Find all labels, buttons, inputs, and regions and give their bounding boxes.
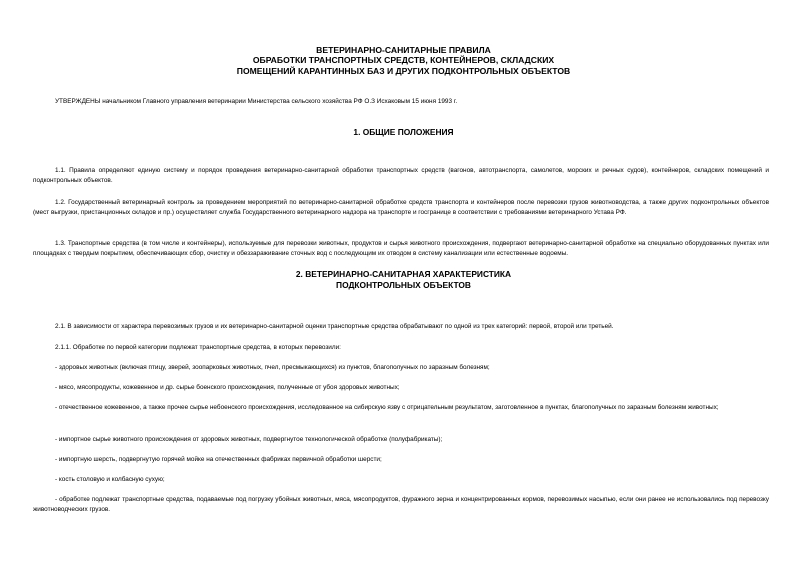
- document-title-line-3: ПОМЕЩЕНИЙ КАРАНТИННЫХ БАЗ И ДРУГИХ ПОДКОНТРОЛЬНЫХ ОБЪЕКТОВ: [236, 66, 571, 76]
- list-item: - импортное сырье животного происхождения от здоровых животных, подвергнутое технологической обработке (полуфабрикаты);: [55, 436, 443, 443]
- list-item: - кость столовую и колбасную сухую;: [55, 476, 165, 483]
- approval-note: УТВЕРЖДЕНЫ начальником Главного управления ветеринарии Министерства сельского хозяйства РФ О.З Исхаковым 15 июня 1993 г.: [55, 98, 458, 105]
- list-item: - здоровых животных (включая птицу, зверей, зоопарковых животных, пчел, пресмыкающихся) из пунктов, благополучных по заразным болезням;: [55, 364, 490, 371]
- section-2-heading-line-1: 2. ВЕТЕРИНАРНО-САНИТАРНАЯ ХАРАКТЕРИСТИКА: [295, 269, 512, 279]
- list-item: - отечественное кожевенное, а также прочее сырье небоенского происхождения, исследованное на сибирскую язву с отрицательным результатом, заготовленное в пунктах, благополучных по заразным болезням животных;: [55, 404, 719, 411]
- document-title-line-1: ВЕТЕРИНАРНО-САНИТАРНЫЕ ПРАВИЛА: [316, 45, 491, 55]
- section-2-heading-line-2: ПОДКОНТРОЛЬНЫХ ОБЪЕКТОВ: [336, 280, 471, 290]
- paragraph-1-3: 1.3. Транспортные средства (в том числе и контейнеры), используемые для перевозки животных, продуктов и сырья животного происхождения, подвергают ветеринарно-санитарной обработке на специально оборудованных пунктах или площадках с твердым покрытием, обеспечивающих сбор, очистку и обеззараживание сточных вод с последующим их отводом в систему канализации или естественные водоемы.: [33, 240, 769, 257]
- paragraph-2-1: 2.1. В зависимости от характера перевозимых грузов и их ветеринарно-санитарной оценки транспортные средства обрабатывают по одной из трех категорий: первой, второй или третьей.: [55, 323, 614, 330]
- paragraph-1-1: 1.1. Правила определяют единую систему и порядок проведения ветеринарно-санитарной обработки транспортных средств (вагонов, автотранспорта, самолетов, морских и речных судов), контейнеров, складских помещений и подконтрольных объектов.: [33, 167, 769, 184]
- list-item: - импортную шерсть, подвергнутую горячей мойке на отечественных фабриках первичной обработки шерсти;: [55, 456, 382, 463]
- list-item: - обработке подлежат транспортные средства, подаваемые под погрузку убойных животных, мяса, мясопродуктов, фуражного зерна и концентрированных кормов, перевозимых насыпью, если они ранее не использовались под перевозку животноводческих грузов.: [33, 496, 769, 513]
- paragraph-1-2: 1.2. Государственный ветеринарный контроль за проведением мероприятий по ветеринарно-санитарной обработке средств транспорта и контейнеров после перевозки грузов животноводства, а также других подконтрольных объектов (мест выгрузки, пристанционных складов и пр.) осуществляет служба Государственного ветеринарного надзора на транспорте и госгранице в соответствии с требованиями ветеринарного Устава РФ.: [33, 199, 769, 216]
- section-1-heading: 1. ОБЩИЕ ПОЛОЖЕНИЯ: [353, 127, 454, 137]
- list-item: - мясо, мясопродукты, кожевенное и др. сырье боенского происхождения, полученные от убоя здоровых животных;: [55, 384, 400, 391]
- paragraph-2-1-1: 2.1.1. Обработке по первой категории подлежат транспортные средства, в которых перевозили:: [55, 344, 341, 351]
- document-title-line-2: ОБРАБОТКИ ТРАНСПОРТНЫХ СРЕДСТВ, КОНТЕЙНЕРОВ, СКЛАДСКИХ: [252, 55, 555, 65]
